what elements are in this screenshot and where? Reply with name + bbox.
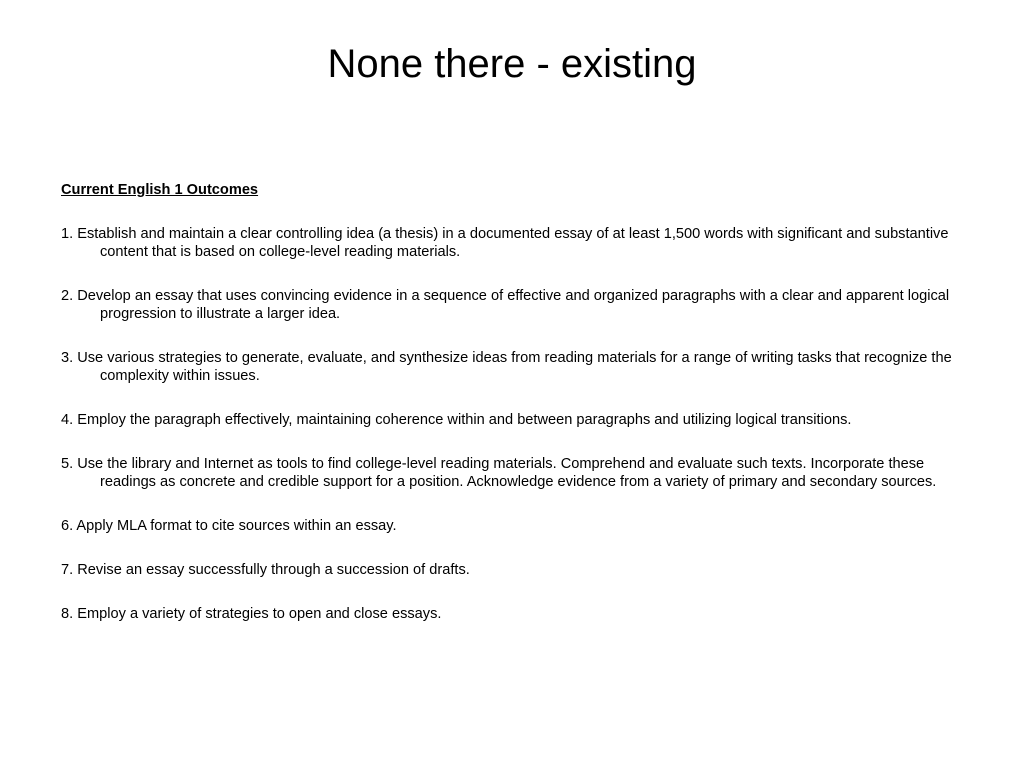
outcome-list <box>61 225 961 623</box>
slide-content <box>61 181 961 649</box>
outcome-item-6: 6. Apply MLA format to cite sources within an essay. <box>61 518 397 534</box>
outcome-item-1: 1. Establish and maintain a clear controlling idea (a thesis) in a documented essay of at least 1,500 words with significant and substantive content that is based on college-level reading materials. <box>61 226 949 260</box>
outcome-item-3: 3. Use various strategies to generate, evaluate, and synthesize ideas from reading materials for a range of writing tasks that recognize the complexity within issues. <box>61 350 952 384</box>
section-heading: Current English 1 Outcomes <box>61 182 259 198</box>
slide-title: None there - existing <box>327 42 697 86</box>
outcome-item-2: 2. Develop an essay that uses convincing evidence in a sequence of effective and organized paragraphs with a clear and apparent logical progression to illustrate a larger idea. <box>61 288 950 322</box>
outcome-item-5: 5. Use the library and Internet as tools to find college-level reading materials. Comprehend and evaluate such texts. Incorporate these readings as concrete and credible support for a position. Acknowledge evidence from a variety of primary and secondary sources. <box>61 456 937 490</box>
outcome-item-7: 7. Revise an essay successfully through a succession of drafts. <box>61 562 470 578</box>
outcome-item-8: 8. Employ a variety of strategies to open and close essays. <box>61 606 442 622</box>
outcome-item-4: 4. Employ the paragraph effectively, maintaining coherence within and between paragraphs and utilizing logical transitions. <box>61 412 852 428</box>
